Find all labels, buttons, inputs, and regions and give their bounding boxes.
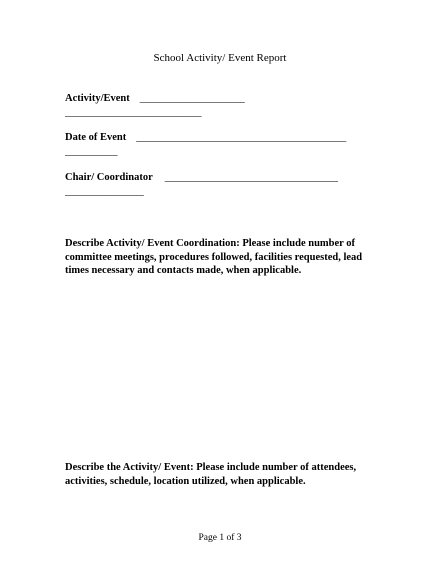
page-number: Page 1 of 3 <box>198 533 242 543</box>
date-of-event-label: Date of Event <box>65 132 127 143</box>
date-of-event-row <box>65 131 346 144</box>
activity-event-blank-2[interactable]: __________________________ <box>65 107 202 118</box>
document-title: School Activity/ Event Report <box>153 52 287 64</box>
date-of-event-blank-1[interactable]: ________________________________________ <box>136 132 347 143</box>
coordination-prompt: Describe Activity/ Event Coordination: Please include number of committee meetings, procedures followed, facilities requested, lead times necessary and contacts made, when applicable. <box>65 238 363 276</box>
chair-coordinator-blank-2[interactable]: _______________ <box>65 186 144 197</box>
activity-event-row-continued <box>65 106 202 119</box>
activity-event-row <box>65 92 245 105</box>
chair-coordinator-label: Chair/ Coordinator <box>65 172 153 183</box>
activity-event-blank-1[interactable]: ____________________ <box>139 93 245 104</box>
activity-description-prompt: Describe the Activity/ Event: Please include number of attendees, activities, schedule, location utilized, when applicable. <box>65 462 357 487</box>
chair-coordinator-row-continued <box>65 185 144 198</box>
chair-coordinator-blank-1[interactable]: _________________________________ <box>164 172 339 183</box>
date-of-event-blank-2[interactable]: __________ <box>65 146 118 157</box>
chair-coordinator-row <box>65 171 338 184</box>
activity-event-label: Activity/Event <box>65 93 130 104</box>
date-of-event-row-continued <box>65 145 118 158</box>
